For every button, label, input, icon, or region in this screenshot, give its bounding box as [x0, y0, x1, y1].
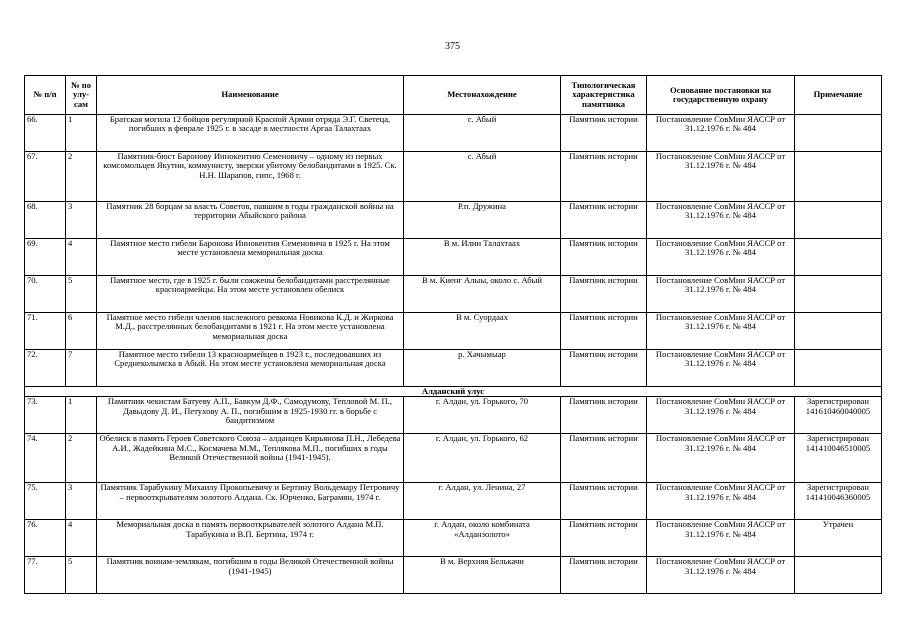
ulus-number: 2 [66, 152, 97, 202]
monument-type: Памятник истории [561, 483, 647, 520]
monument-type: Памятник истории [561, 202, 647, 239]
ulus-number: 3 [66, 202, 97, 239]
table-row [25, 520, 882, 557]
monuments-table [24, 75, 882, 594]
header-basis: Основание постановки на государственную охрану [647, 76, 795, 115]
monument-name: Памятник воинам-землякам, погибшим в годы Великой Отечественной войны (1941-1945) [97, 557, 404, 594]
monument-name: Памятник Тарабукину Михаилу Прокопьевичу и Бертину Вольдемару Петровичу – первооткрывателям золотого Алдана. Ск. Юрченко, Баграмян, 1974 г. [97, 483, 404, 520]
row-number: 66. [25, 115, 66, 152]
row-number: 72. [25, 350, 66, 387]
monument-note [795, 557, 882, 594]
monument-location: р. Хачымыар [404, 350, 561, 387]
header-type: Типологическая характеристика памятника [561, 76, 647, 115]
ulus-number: 5 [66, 276, 97, 313]
monument-note [795, 350, 882, 387]
ulus-number: 4 [66, 520, 97, 557]
monument-location: г. Алдан, около комбината «Алданзолото» [404, 520, 561, 557]
ulus-number: 7 [66, 350, 97, 387]
table-row [25, 239, 882, 276]
protection-basis: Постановление СовМин ЯАССР от 31.12.1976 г. № 484 [647, 115, 795, 152]
ulus-number: 2 [66, 434, 97, 483]
table-row [25, 202, 882, 239]
protection-basis: Постановление СовМин ЯАССР от 31.12.1976 г. № 484 [647, 276, 795, 313]
table-row [25, 483, 882, 520]
table-row [25, 434, 882, 483]
monument-note [795, 313, 882, 350]
table-row [25, 152, 882, 202]
row-number: 73. [25, 397, 66, 434]
row-number: 70. [25, 276, 66, 313]
row-number: 67. [25, 152, 66, 202]
monument-note: Утрачен [795, 520, 882, 557]
monument-note [795, 202, 882, 239]
row-number: 77. [25, 557, 66, 594]
monument-location: В м. Суордаах [404, 313, 561, 350]
monument-type: Памятник истории [561, 350, 647, 387]
ulus-number: 1 [66, 397, 97, 434]
ulus-number: 5 [66, 557, 97, 594]
protection-basis: Постановление СовМин ЯАССР от 31.12.1976 г. № 484 [647, 434, 795, 483]
monument-location: г. Алдан, ул. Ленина, 27 [404, 483, 561, 520]
ulus-number: 6 [66, 313, 97, 350]
header-location: Местонахождение [404, 76, 561, 115]
table-row [25, 313, 882, 350]
table-row [25, 115, 882, 152]
header-no: № п/п [25, 76, 66, 115]
ulus-number: 3 [66, 483, 97, 520]
row-number: 74. [25, 434, 66, 483]
header-sub-no: № по улу-сам [66, 76, 97, 115]
monument-type: Памятник истории [561, 520, 647, 557]
monument-type: Памятник истории [561, 115, 647, 152]
monument-location: г. Алдан, ул. Горького, 62 [404, 434, 561, 483]
table-row [25, 397, 882, 434]
protection-basis: Постановление СовМин ЯАССР от 31.12.1976 г. № 484 [647, 520, 795, 557]
protection-basis: Постановление СовМин ЯАССР от 31.12.1976 г. № 484 [647, 483, 795, 520]
monument-name: Памятное место гибели членов наслежного ревкома Новикова К.Д. и Жиркова М.Д., расстрелянных белобандитами в 1921 г. На этом месте установлена мемориальная доска [97, 313, 404, 350]
table-row [25, 350, 882, 387]
monument-type: Памятник истории [561, 397, 647, 434]
monument-name: Памятное место гибели 13 красноармейцев в 1923 г., последовавших из Среднеколымска в Абый. На этом месте установлена мемориальная доска [97, 350, 404, 387]
row-number: 71. [25, 313, 66, 350]
monument-location: г. Алдан, ул. Горького, 70 [404, 397, 561, 434]
row-number: 68. [25, 202, 66, 239]
monument-note [795, 115, 882, 152]
monument-type: Памятник истории [561, 557, 647, 594]
monument-location: Р.п. Дружина [404, 202, 561, 239]
aldan-rows [25, 397, 882, 594]
header-row [25, 76, 882, 115]
row-number: 75. [25, 483, 66, 520]
monument-name: Мемориальная доска в память первооткрывателей золотого Алдана М.П. Тарабукина и В.П. Бертина, 1974 г. [97, 520, 404, 557]
monument-note [795, 276, 882, 313]
monument-name: Памятник-бюст Баронову Иннокентию Семеновичу – одному из первых комсомольцев Якутии, коммунисту, зверски убитому белобандитами в 1925. Ск. Н.Н. Шарапов, гипс, 1968 г. [97, 152, 404, 202]
monument-type: Памятник истории [561, 239, 647, 276]
monument-name: Памятное место, где в 1925 г. были сожжены белобандитами расстрелянные красноармейцы. На этом месте установлен обелиск [97, 276, 404, 313]
monument-name: Братская могила 12 бойцов регулярной Красной Армии отряда Э.Г. Светеца, погибших в феврале 1925 г. в засаде в местности Аргаа Талахтаах [97, 115, 404, 152]
header-note: Примечание [795, 76, 882, 115]
table-row [25, 276, 882, 313]
page-number: 375 [445, 41, 460, 52]
monument-type: Памятник истории [561, 152, 647, 202]
monument-note [795, 152, 882, 202]
monument-type: Памятник истории [561, 276, 647, 313]
monument-location: В м. Верхняя Белькачи [404, 557, 561, 594]
protection-basis: Постановление СовМин ЯАССР от 31.12.1976 г. № 484 [647, 239, 795, 276]
protection-basis: Постановление СовМин ЯАССР от 31.12.1976 г. № 484 [647, 313, 795, 350]
monument-note: Зарегистрирован 141410046510005 [795, 434, 882, 483]
protection-basis: Постановление СовМин ЯАССР от 31.12.1976 г. № 484 [647, 152, 795, 202]
protection-basis: Постановление СовМин ЯАССР от 31.12.1976 г. № 484 [647, 350, 795, 387]
monument-note: Зарегистрирован 141410046360005 [795, 483, 882, 520]
monument-name: Памятник чекистам Батуеву А.П., Бавкум Д.Ф., Самодумову, Тепловой М. П., Давыдову Д. И., Петухову А. П., погибшим в 1925-1930 гг. в борьбе с бандитизмом [97, 397, 404, 434]
ulus-number: 1 [66, 115, 97, 152]
abyi-rows [25, 115, 882, 387]
protection-basis: Постановление СовМин ЯАССР от 31.12.1976 г. № 484 [647, 202, 795, 239]
monument-type: Памятник истории [561, 313, 647, 350]
monument-name: Памятник 28 борцам за власть Советов, павшим в годы гражданской войны на территории Абыйского района [97, 202, 404, 239]
monument-location: В м. Илин Талахтаах [404, 239, 561, 276]
section-block [25, 387, 882, 397]
monument-name: Обелиск в память Героев Советского Союза – алданцев Кирьянова П.Н., Лебедева А.И., Жадейкина М.С., Космачева М.М., Тепляковa М.П., погибших в годы Великой Отечественной войны (1941-1945). [97, 434, 404, 483]
monument-note [795, 239, 882, 276]
monument-type: Памятник истории [561, 434, 647, 483]
monument-location: В м. Киенг Алыы, около с. Абый [404, 276, 561, 313]
table-row [25, 557, 882, 594]
monument-name: Памятное место гибели Баронова Иннокентия Семеновича в 1925 г. На этом месте установлена мемориальная доска [97, 239, 404, 276]
section-row [25, 387, 882, 397]
monument-location: с. Абый [404, 152, 561, 202]
ulus-number: 4 [66, 239, 97, 276]
monument-note: Зарегистрирован 141610460040005 [795, 397, 882, 434]
protection-basis: Постановление СовМин ЯАССР от 31.12.1976 г. № 484 [647, 557, 795, 594]
section-title: Алданский улус [25, 387, 882, 397]
row-number: 69. [25, 239, 66, 276]
header-name: Наименование [97, 76, 404, 115]
protection-basis: Постановление СовМин ЯАССР от 31.12.1976 г. № 484 [647, 397, 795, 434]
row-number: 76. [25, 520, 66, 557]
monument-location: с. Абый [404, 115, 561, 152]
